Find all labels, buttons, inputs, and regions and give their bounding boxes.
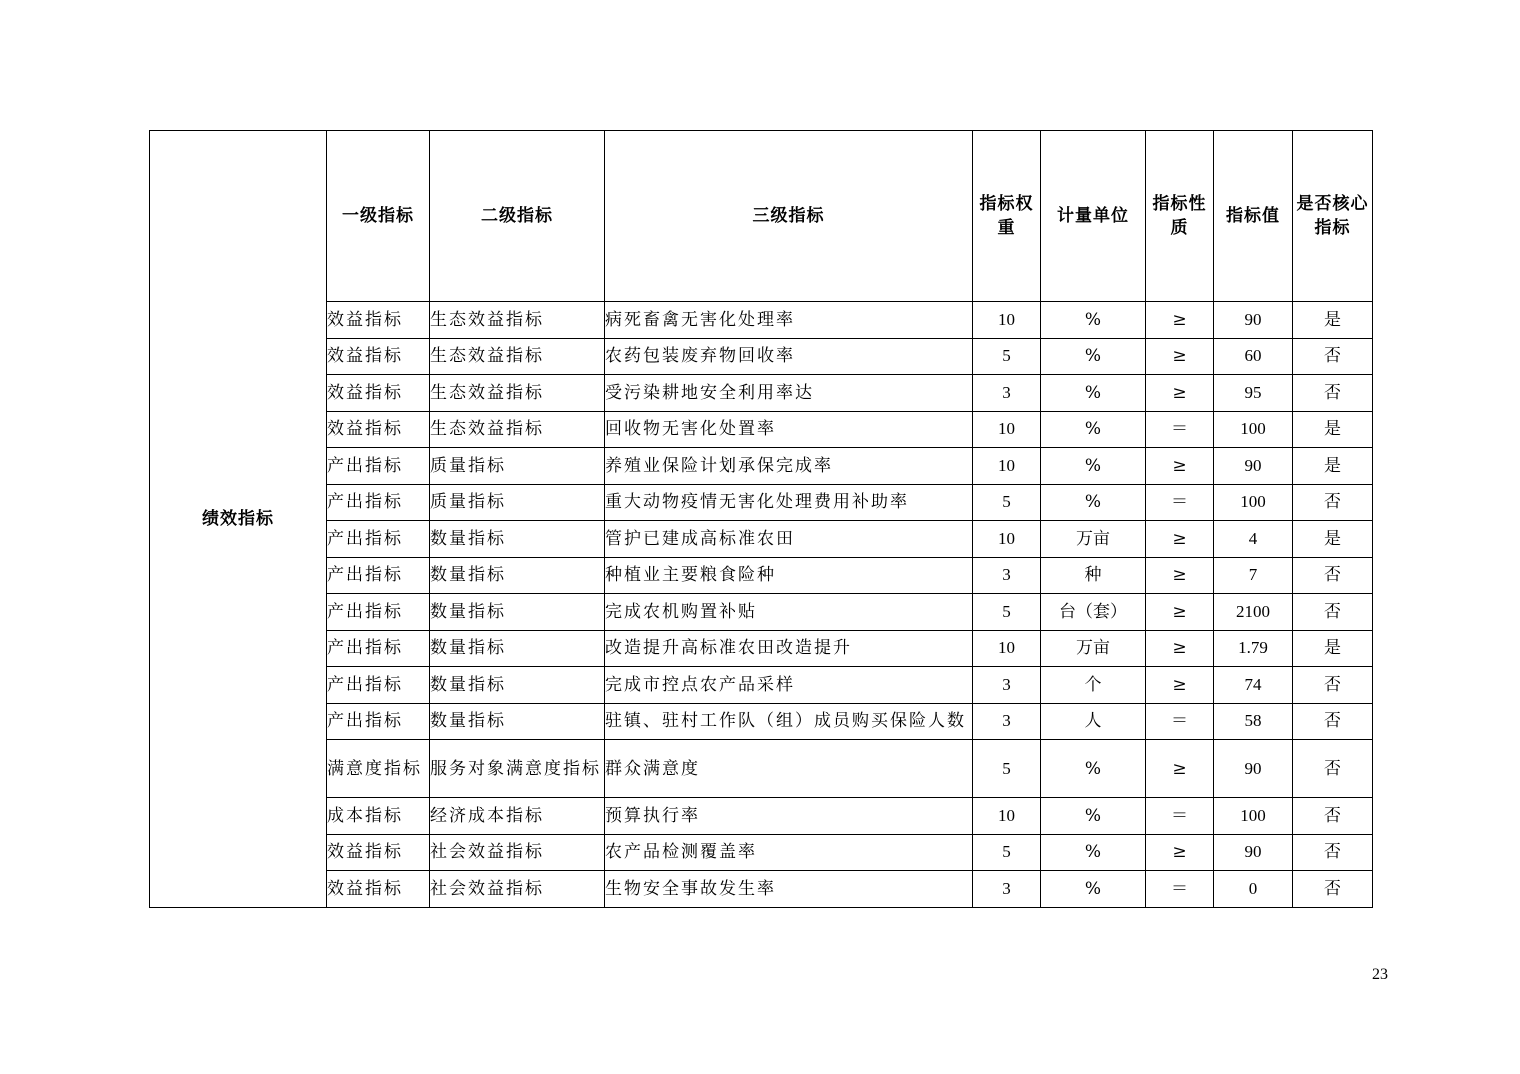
level3-cell: 病死畜禽无害化处理率	[605, 302, 973, 339]
core-cell: 否	[1293, 338, 1373, 375]
level1-cell: 效益指标	[327, 834, 430, 871]
weight-cell: 5	[973, 834, 1041, 871]
value-cell: 60	[1214, 338, 1293, 375]
level2-cell: 服务对象满意度指标	[430, 740, 605, 798]
core-cell: 否	[1293, 557, 1373, 594]
level3-cell: 群众满意度	[605, 740, 973, 798]
level1-cell: 产出指标	[327, 667, 430, 704]
unit-cell: 万亩	[1041, 630, 1146, 667]
nature-cell: ≥	[1146, 448, 1214, 485]
weight-cell: 5	[973, 740, 1041, 798]
core-cell: 是	[1293, 630, 1373, 667]
header-core: 是否核心指标	[1293, 131, 1373, 302]
unit-cell: %	[1041, 871, 1146, 908]
level1-cell: 产出指标	[327, 630, 430, 667]
page-number: 23	[1372, 966, 1388, 983]
table-row	[150, 740, 1373, 798]
value-cell: 95	[1214, 375, 1293, 412]
level1-cell: 产出指标	[327, 557, 430, 594]
level1-cell: 成本指标	[327, 798, 430, 835]
level1-cell: 产出指标	[327, 703, 430, 740]
level3-cell: 养殖业保险计划承保完成率	[605, 448, 973, 485]
weight-cell: 3	[973, 667, 1041, 704]
level1-cell: 效益指标	[327, 375, 430, 412]
nature-cell: ≥	[1146, 834, 1214, 871]
level1-cell: 效益指标	[327, 338, 430, 375]
header-value: 指标值	[1214, 131, 1293, 302]
level2-cell: 质量指标	[430, 484, 605, 521]
table-row	[150, 302, 1373, 339]
level2-cell: 数量指标	[430, 667, 605, 704]
table-row	[150, 834, 1373, 871]
value-cell: 90	[1214, 448, 1293, 485]
level3-cell: 农产品检测覆盖率	[605, 834, 973, 871]
level2-cell: 生态效益指标	[430, 375, 605, 412]
value-cell: 100	[1214, 484, 1293, 521]
weight-cell: 10	[973, 630, 1041, 667]
level1-cell: 产出指标	[327, 448, 430, 485]
core-cell: 否	[1293, 667, 1373, 704]
unit-cell: 台（套）	[1041, 594, 1146, 631]
header-weight: 指标权重	[973, 131, 1041, 302]
core-cell: 否	[1293, 484, 1373, 521]
table-row	[150, 448, 1373, 485]
table-row	[150, 375, 1373, 412]
unit-cell: %	[1041, 798, 1146, 835]
unit-cell: %	[1041, 338, 1146, 375]
level2-cell: 数量指标	[430, 703, 605, 740]
value-cell: 0	[1214, 871, 1293, 908]
table-row	[150, 630, 1373, 667]
table-row	[150, 338, 1373, 375]
level1-cell: 产出指标	[327, 484, 430, 521]
nature-cell: ＝	[1146, 871, 1214, 908]
level3-cell: 驻镇、驻村工作队（组）成员购买保险人数	[605, 703, 973, 740]
unit-cell: %	[1041, 302, 1146, 339]
core-cell: 否	[1293, 740, 1373, 798]
unit-cell: %	[1041, 375, 1146, 412]
nature-cell: ＝	[1146, 484, 1214, 521]
unit-cell: 个	[1041, 667, 1146, 704]
level3-cell: 生物安全事故发生率	[605, 871, 973, 908]
unit-cell: %	[1041, 411, 1146, 448]
weight-cell: 3	[973, 375, 1041, 412]
value-cell: 100	[1214, 411, 1293, 448]
section-label: 绩效指标	[150, 131, 327, 908]
nature-cell: ＝	[1146, 411, 1214, 448]
core-cell: 否	[1293, 871, 1373, 908]
level2-cell: 生态效益指标	[430, 411, 605, 448]
level2-cell: 数量指标	[430, 630, 605, 667]
header-nature: 指标性质	[1146, 131, 1214, 302]
level3-cell: 管护已建成高标准农田	[605, 521, 973, 558]
weight-cell: 3	[973, 871, 1041, 908]
level3-cell: 受污染耕地安全利用率达	[605, 375, 973, 412]
unit-cell: 万亩	[1041, 521, 1146, 558]
level2-cell: 数量指标	[430, 521, 605, 558]
weight-cell: 10	[973, 302, 1041, 339]
header-level1: 一级指标	[327, 131, 430, 302]
level2-cell: 社会效益指标	[430, 834, 605, 871]
core-cell: 是	[1293, 302, 1373, 339]
header-row	[150, 131, 1373, 302]
level2-cell: 数量指标	[430, 557, 605, 594]
table-row	[150, 521, 1373, 558]
weight-cell: 10	[973, 411, 1041, 448]
table-row	[150, 594, 1373, 631]
core-cell: 是	[1293, 411, 1373, 448]
header-level2: 二级指标	[430, 131, 605, 302]
unit-cell: %	[1041, 448, 1146, 485]
level3-cell: 预算执行率	[605, 798, 973, 835]
weight-cell: 10	[973, 448, 1041, 485]
unit-cell: %	[1041, 484, 1146, 521]
table-row	[150, 411, 1373, 448]
weight-cell: 5	[973, 484, 1041, 521]
value-cell: 90	[1214, 834, 1293, 871]
level3-cell: 改造提升高标准农田改造提升	[605, 630, 973, 667]
core-cell: 否	[1293, 703, 1373, 740]
level2-cell: 社会效益指标	[430, 871, 605, 908]
header-unit: 计量单位	[1041, 131, 1146, 302]
table-row	[150, 557, 1373, 594]
level3-cell: 重大动物疫情无害化处理费用补助率	[605, 484, 973, 521]
table-row	[150, 703, 1373, 740]
weight-cell: 3	[973, 703, 1041, 740]
level1-cell: 效益指标	[327, 411, 430, 448]
level3-cell: 完成市控点农产品采样	[605, 667, 973, 704]
weight-cell: 10	[973, 798, 1041, 835]
level2-cell: 生态效益指标	[430, 338, 605, 375]
level1-cell: 效益指标	[327, 302, 430, 339]
nature-cell: ≥	[1146, 667, 1214, 704]
value-cell: 90	[1214, 740, 1293, 798]
table-row	[150, 798, 1373, 835]
nature-cell: ≥	[1146, 740, 1214, 798]
value-cell: 74	[1214, 667, 1293, 704]
level1-cell: 产出指标	[327, 594, 430, 631]
nature-cell: ≥	[1146, 557, 1214, 594]
nature-cell: ≥	[1146, 338, 1214, 375]
weight-cell: 5	[973, 594, 1041, 631]
value-cell: 1.79	[1214, 630, 1293, 667]
core-cell: 是	[1293, 521, 1373, 558]
nature-cell: ≥	[1146, 521, 1214, 558]
unit-cell: 人	[1041, 703, 1146, 740]
value-cell: 100	[1214, 798, 1293, 835]
core-cell: 是	[1293, 448, 1373, 485]
level3-cell: 回收物无害化处置率	[605, 411, 973, 448]
nature-cell: ≥	[1146, 594, 1214, 631]
level3-cell: 完成农机购置补贴	[605, 594, 973, 631]
level2-cell: 生态效益指标	[430, 302, 605, 339]
table-body	[150, 131, 1373, 908]
level1-cell: 产出指标	[327, 521, 430, 558]
core-cell: 否	[1293, 834, 1373, 871]
level1-cell: 效益指标	[327, 871, 430, 908]
value-cell: 90	[1214, 302, 1293, 339]
weight-cell: 5	[973, 338, 1041, 375]
unit-cell: %	[1041, 834, 1146, 871]
core-cell: 否	[1293, 375, 1373, 412]
weight-cell: 10	[973, 521, 1041, 558]
core-cell: 否	[1293, 798, 1373, 835]
level2-cell: 质量指标	[430, 448, 605, 485]
weight-cell: 3	[973, 557, 1041, 594]
level1-cell: 满意度指标	[327, 740, 430, 798]
value-cell: 58	[1214, 703, 1293, 740]
level3-cell: 农药包装废弃物回收率	[605, 338, 973, 375]
table-row	[150, 871, 1373, 908]
unit-cell: %	[1041, 740, 1146, 798]
nature-cell: ≥	[1146, 375, 1214, 412]
table-row	[150, 484, 1373, 521]
performance-indicator-table	[149, 130, 1373, 908]
table-row	[150, 667, 1373, 704]
level2-cell: 数量指标	[430, 594, 605, 631]
nature-cell: ≥	[1146, 302, 1214, 339]
nature-cell: ＝	[1146, 798, 1214, 835]
value-cell: 7	[1214, 557, 1293, 594]
value-cell: 4	[1214, 521, 1293, 558]
core-cell: 否	[1293, 594, 1373, 631]
level3-cell: 种植业主要粮食险种	[605, 557, 973, 594]
level2-cell: 经济成本指标	[430, 798, 605, 835]
unit-cell: 种	[1041, 557, 1146, 594]
value-cell: 2100	[1214, 594, 1293, 631]
header-level3: 三级指标	[605, 131, 973, 302]
nature-cell: ＝	[1146, 703, 1214, 740]
nature-cell: ≥	[1146, 630, 1214, 667]
